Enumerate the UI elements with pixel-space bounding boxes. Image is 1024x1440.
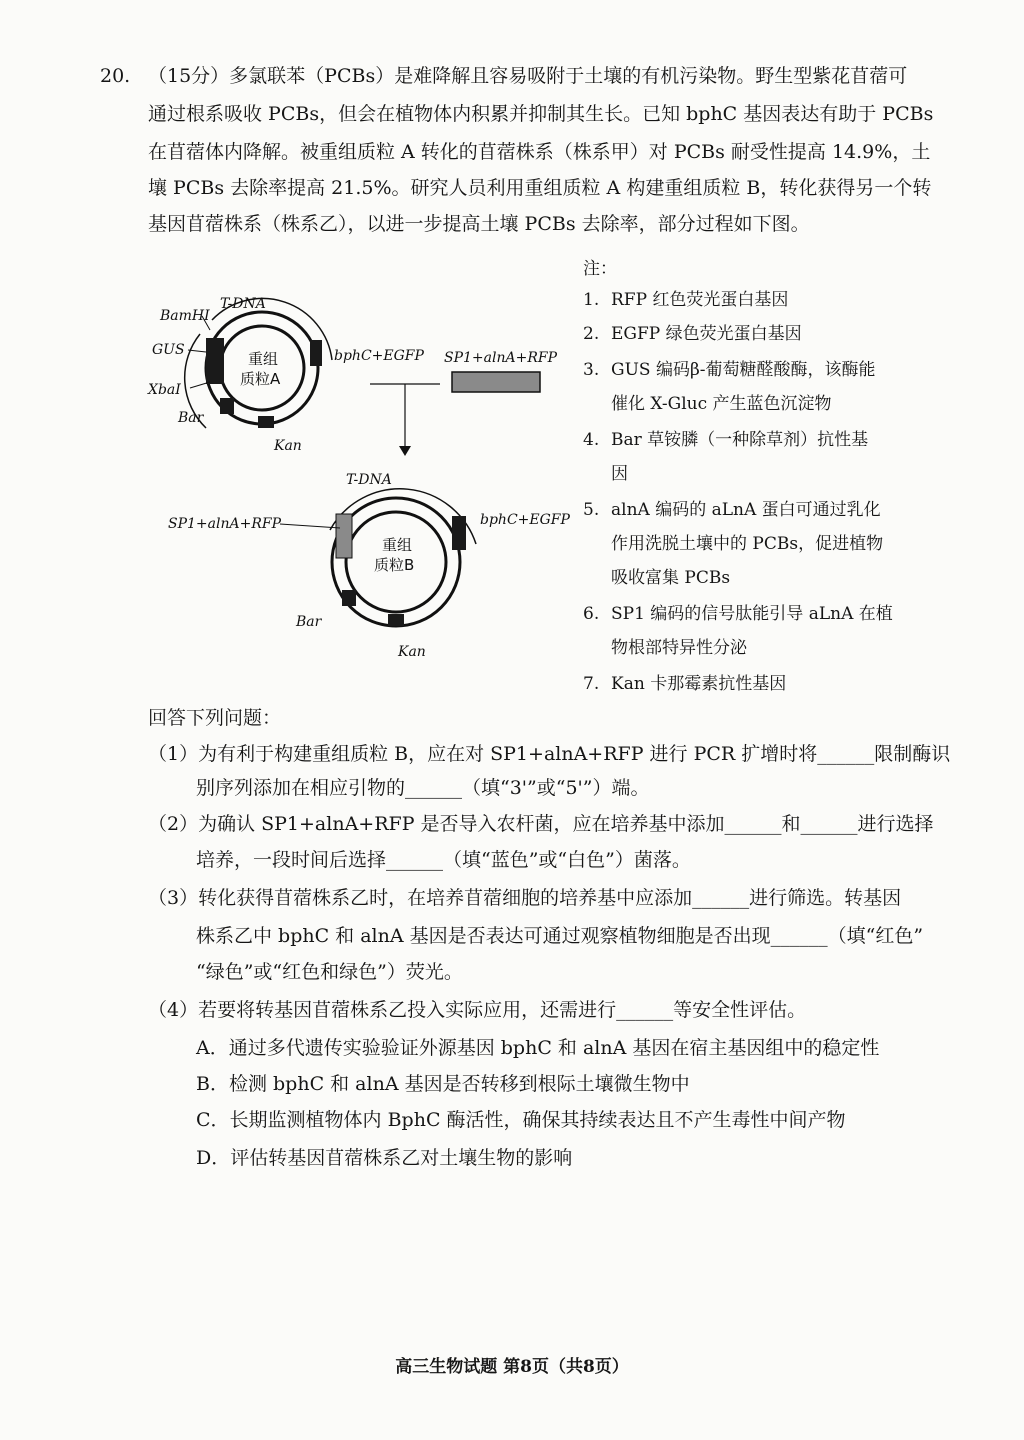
intro-line-4: 壤 PCBs 去除率提高 21.5%。研究人员利用重组质粒 A 构建重组质粒 B，转化获得另一个转 [148, 177, 932, 199]
intro-line-5: 基因苜蓿株系（株系乙），以进一步提高土壤 PCBs 去除率，部分过程如下图。 [148, 213, 810, 235]
note-text: RFP 红色荧光蛋白基因 [611, 290, 789, 310]
intro-line-2: 通过根系吸收 PCBs，但会在植物体内积累并抑制其生长。已知 bphC 基因表达有助于 PCBs [148, 103, 934, 125]
note-text: SP1 编码的信号肽能引导 aLnA 在植 [611, 604, 893, 624]
process-arrow [370, 384, 440, 456]
arrow-head-icon [399, 446, 411, 456]
intro-line-1: （15分）多氯联苯（PCBs）是难降解且容易吸附于土壤的有机污染物。野生型紫花苜蓿可 [148, 65, 908, 87]
plasmid-diagram [140, 280, 580, 680]
note-item [583, 322, 802, 346]
plasmid-a-xbai-pointer [190, 382, 210, 388]
sub-question-line: （1）为有利于构建重组质粒 B，应在对 SP1+alnA+RFP 进行 PCR 扩增时将______限制酶识 [148, 743, 951, 765]
note-text: Kan 卡那霉素抗性基因 [611, 674, 787, 694]
plasmid-a-gus-pointer [188, 350, 206, 352]
plasmid-a-bar-label: Bar [178, 410, 204, 426]
option-d: D．评估转基因苜蓿株系乙对土壤生物的影响 [196, 1147, 573, 1169]
note-num: 7. [583, 674, 600, 694]
note-text: alnA 编码的 aLnA 蛋白可通过乳化 [611, 500, 881, 520]
plasmid-b-sp1-label: SP1+alnA+RFP [168, 516, 282, 532]
note-continuation: 物根部特异性分泌 [611, 638, 747, 658]
page-footer: 高三生物试题 第8页（共8页） [395, 1357, 629, 1377]
note-num: 6. [583, 604, 600, 624]
plasmid-b-bar-segment [342, 590, 356, 606]
sub-question-line: （3）转化获得苜蓿株系乙时，在培养苜蓿细胞的培养基中应添加______进行筛选。转基因 [148, 887, 902, 909]
note-continuation: 作用洗脱土壤中的 PCBs，促进植物 [611, 534, 884, 554]
plasmid-a [147, 296, 425, 454]
sub-question-line: 培养，一段时间后选择______（填“蓝色”或“白色”）菌落。 [196, 849, 691, 871]
plasmid-a-xbai-label: XbaⅠ [148, 382, 181, 398]
plasmid-b-center-1: 重组 [382, 536, 413, 554]
plasmid-a-center-1: 重组 [248, 350, 279, 368]
note-item [583, 672, 786, 696]
plasmid-b-sp1-pointer [280, 524, 340, 528]
note-num: 3. [583, 360, 600, 380]
plasmid-a-bphc-label: bphC+EGFP [334, 348, 424, 364]
note-num: 2. [583, 324, 600, 344]
notes-title: 注： [583, 259, 617, 279]
plasmid-a-kan-segment [258, 416, 274, 428]
note-item [583, 288, 788, 312]
sub-question-line: 株系乙中 bphC 和 alnA 基因是否表达可通过观察植物细胞是否出现______（填“红色” [196, 925, 924, 947]
plasmid-a-center-2: 质粒A [240, 370, 281, 388]
plasmid-b-kan-label: Kan [398, 644, 426, 660]
plasmid-b-bar-label: Bar [296, 614, 322, 630]
note-item [583, 358, 876, 382]
fragment-box [452, 372, 540, 392]
note-continuation: 催化 X-Gluc 产生蓝色沉淀物 [611, 394, 832, 414]
plasmid-a-tdna-label: T-DNA [220, 296, 266, 312]
fragment [444, 350, 558, 392]
note-item [583, 428, 868, 452]
note-num: 5. [583, 500, 600, 520]
note-num: 1. [583, 290, 600, 310]
plasmid-a-bphc-segment [310, 340, 322, 366]
intro-line-3: 在苜蓿体内降解。被重组质粒 A 转化的苜蓿株系（株系甲）对 PCBs 耐受性提高 14.9%，土 [148, 141, 931, 163]
question-number: 20. [100, 65, 131, 87]
answer-prompt: 回答下列问题： [148, 707, 282, 729]
plasmid-a-bamhi-label: BamHⅠ [160, 308, 210, 324]
note-text: Bar 草铵膦（一种除草剂）抗性基 [611, 430, 869, 450]
option-b: B．检测 bphC 和 alnA 基因是否转移到根际土壤微生物中 [196, 1073, 690, 1095]
note-num: 4. [583, 430, 600, 450]
plasmid-b-bphc-label: bphC+EGFP [480, 512, 570, 528]
sub-question-line: （4）若要将转基因苜蓿株系乙投入实际应用，还需进行______等安全性评估。 [148, 999, 807, 1021]
plasmid-b-center-2: 质粒B [374, 556, 415, 574]
plasmid-b-tdna-label: T-DNA [346, 472, 392, 488]
plasmid-a-bar-segment [220, 398, 234, 414]
note-continuation: 因 [611, 464, 628, 484]
sub-question-line: （2）为确认 SP1+alnA+RFP 是否导入农杆菌，应在培养基中添加______和______进行选择 [148, 813, 934, 835]
note-item [583, 602, 893, 626]
plasmid-a-inner-ring [220, 326, 304, 410]
sub-question-line: 别序列添加在相应引物的______（填“3'”或“5'”）端。 [196, 777, 650, 799]
sub-question-line: “绿色”或“红色和绿色”）荧光。 [196, 961, 463, 983]
fragment-label: SP1+alnA+RFP [444, 350, 558, 366]
plasmid-b-kan-segment [388, 614, 404, 626]
plasmid-b [168, 472, 571, 660]
note-item [583, 498, 881, 522]
plasmid-a-kan-label: Kan [274, 438, 302, 454]
plasmid-a-gus-segment [206, 338, 224, 384]
plasmid-b-sp1-segment [336, 514, 352, 558]
plasmid-a-gus-label: GUS [152, 342, 185, 358]
option-a: A．通过多代遗传实验验证外源基因 bphC 和 alnA 基因在宿主基因组中的稳定性 [196, 1037, 880, 1059]
note-continuation: 吸收富集 PCBs [611, 568, 731, 588]
note-text: GUS 编码β-葡萄糖醛酸酶，该酶能 [611, 360, 876, 380]
option-c: C．长期监测植物体内 BphC 酶活性，确保其持续表达且不产生毒性中间产物 [196, 1109, 846, 1131]
note-text: EGFP 绿色荧光蛋白基因 [611, 324, 802, 344]
plasmid-b-bphc-segment [452, 516, 466, 550]
